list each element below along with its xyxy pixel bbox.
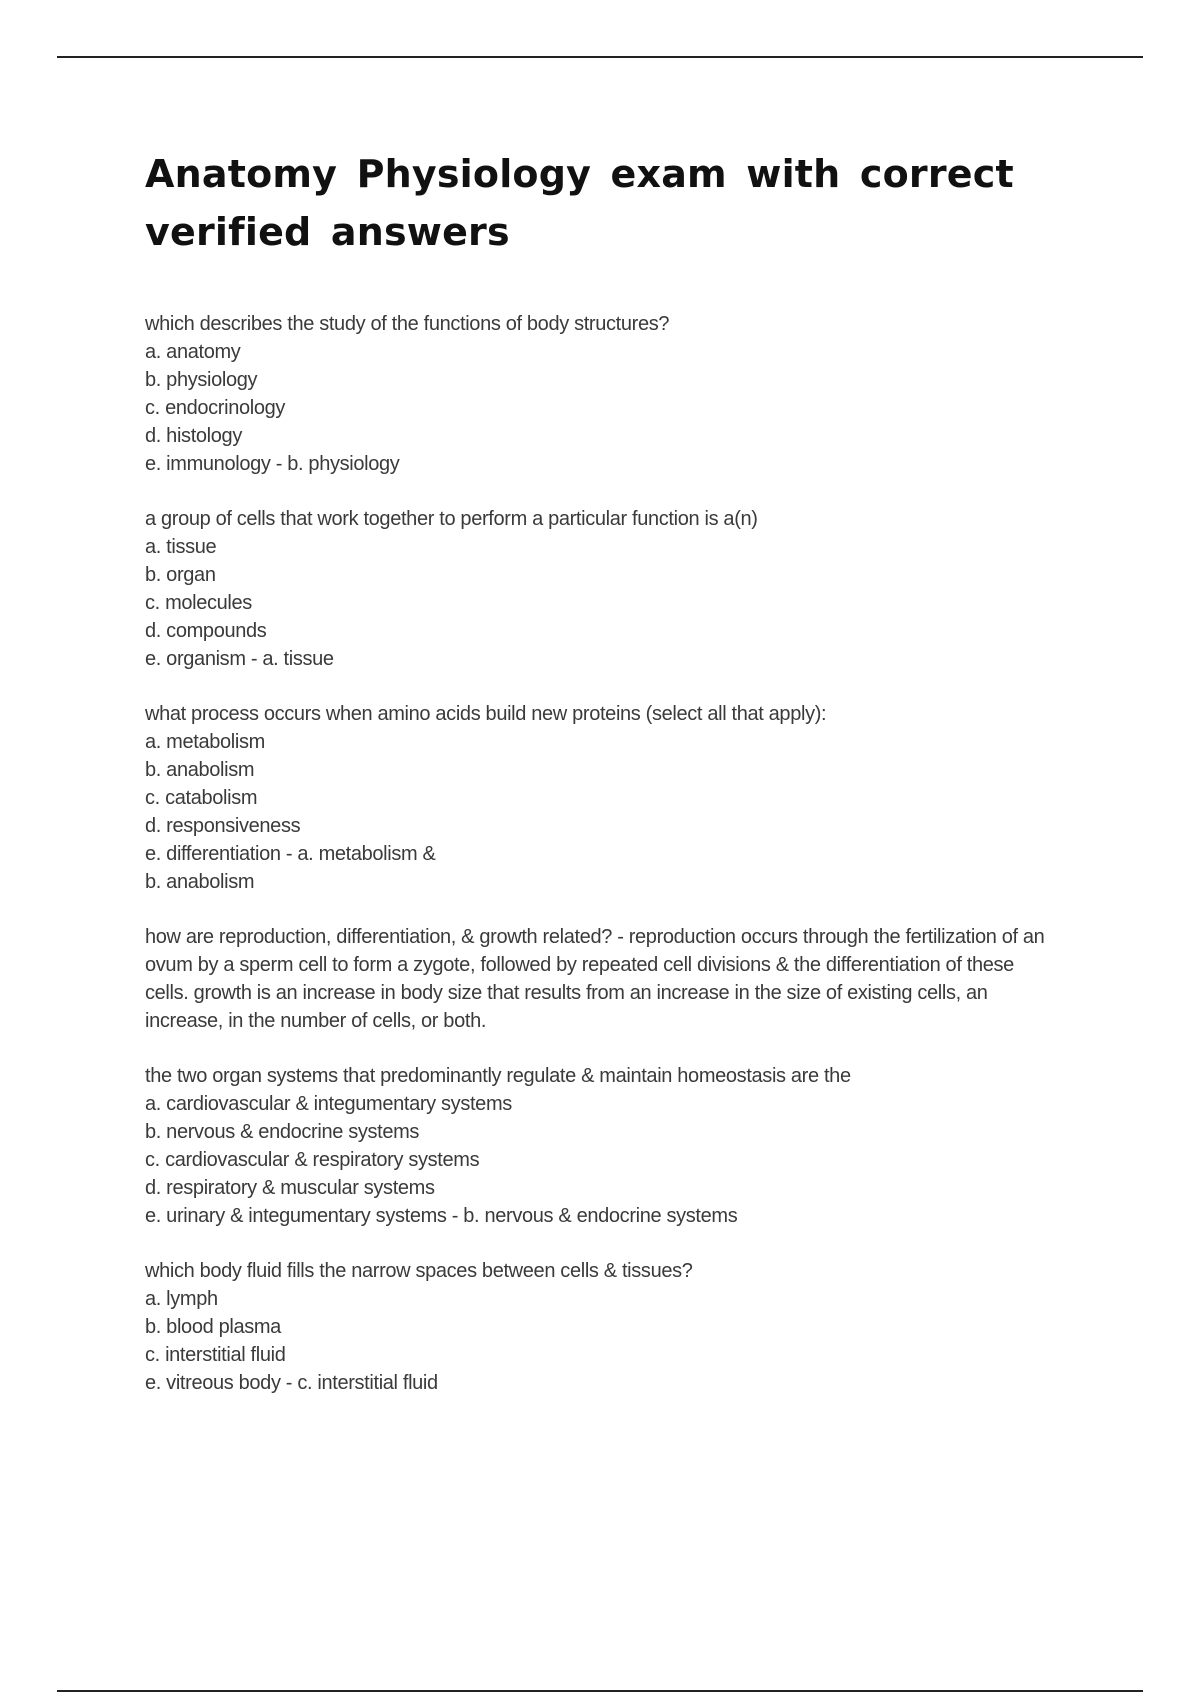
document-title-line-2: verified answers — [145, 210, 510, 254]
question-block — [145, 310, 1085, 478]
answer-option: b. anabolism — [145, 871, 255, 893]
answer-option: b. anabolism — [145, 759, 255, 781]
answer-option: b. nervous & endocrine systems — [145, 1121, 420, 1143]
answer-option: e. immunology - b. physiology — [145, 453, 400, 475]
answer-option: b. blood plasma — [145, 1316, 281, 1338]
answer-option: e. organism - a. tissue — [145, 648, 334, 670]
answer-option: b. physiology — [145, 369, 258, 391]
top-rule — [57, 56, 1143, 58]
question-prompt: what process occurs when amino acids build new proteins (select all that apply): — [145, 703, 827, 725]
answer-option: d. respiratory & muscular systems — [145, 1177, 435, 1199]
answer-option: d. histology — [145, 425, 242, 447]
question-list — [145, 310, 1085, 1397]
question-prompt: which body fluid fills the narrow spaces between cells & tissues? — [145, 1260, 693, 1282]
question-answer-text: ovum by a sperm cell to form a zygote, followed by repeated cell divisions & the differentiation of these — [145, 954, 1014, 976]
question-block — [145, 505, 1085, 673]
answer-option: c. endocrinology — [145, 397, 286, 419]
document-title — [145, 145, 1085, 261]
answer-option: c. interstitial fluid — [145, 1344, 286, 1366]
question-answer-text: cells. growth is an increase in body size that results from an increase in the size of existing cells, an — [145, 982, 988, 1004]
answer-option: d. compounds — [145, 620, 267, 642]
document-content — [145, 145, 1085, 1424]
document-title-line-1: Anatomy Physiology exam with correct — [145, 152, 1014, 196]
question-prompt: which describes the study of the functions of body structures? — [145, 313, 670, 335]
answer-option: c. catabolism — [145, 787, 258, 809]
question-block — [145, 1062, 1085, 1230]
question-block — [145, 923, 1085, 1035]
question-answer-text: increase, in the number of cells, or both. — [145, 1010, 487, 1032]
answer-option: e. vitreous body - c. interstitial fluid — [145, 1372, 438, 1394]
answer-option: c. cardiovascular & respiratory systems — [145, 1149, 480, 1171]
answer-option: a. tissue — [145, 536, 217, 558]
question-answer-text: how are reproduction, differentiation, & growth related? - reproduction occurs through the fertilization of an — [145, 926, 1045, 948]
bottom-rule — [57, 1690, 1143, 1692]
question-prompt: a group of cells that work together to perform a particular function is a(n) — [145, 508, 758, 530]
answer-option: a. cardiovascular & integumentary systems — [145, 1093, 512, 1115]
answer-option: b. organ — [145, 564, 216, 586]
answer-option: a. anatomy — [145, 341, 241, 363]
answer-option: e. differentiation - a. metabolism & — [145, 843, 436, 865]
answer-option: c. molecules — [145, 592, 252, 614]
answer-option: a. metabolism — [145, 731, 265, 753]
answer-option: d. responsiveness — [145, 815, 301, 837]
question-prompt: the two organ systems that predominantly regulate & maintain homeostasis are the — [145, 1065, 851, 1087]
answer-option: a. lymph — [145, 1288, 218, 1310]
answer-option: e. urinary & integumentary systems - b. nervous & endocrine systems — [145, 1205, 738, 1227]
question-block — [145, 700, 1085, 896]
question-block — [145, 1257, 1085, 1397]
